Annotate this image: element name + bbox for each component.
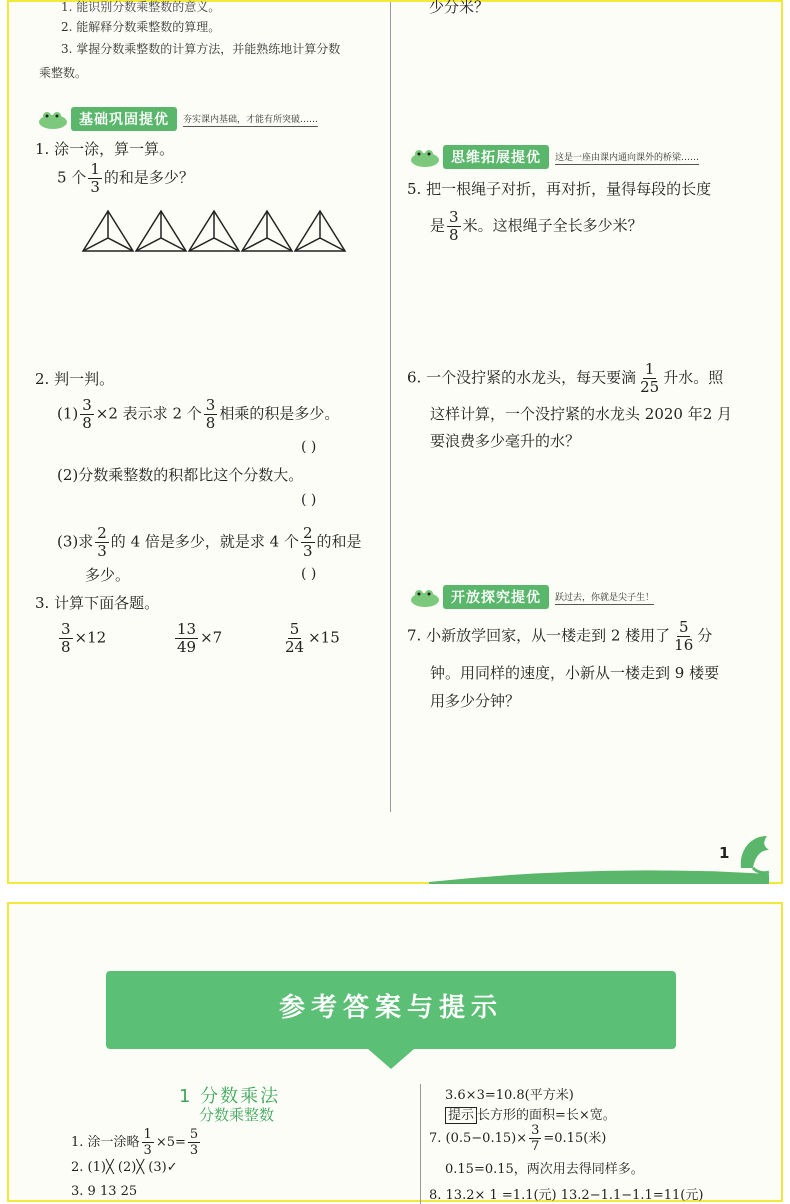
objective-2: 2. 能解释分数乘整数的算理。: [61, 20, 221, 34]
triangle-4: [242, 211, 292, 251]
question-7-line-3: 用多少分钟？: [430, 692, 521, 710]
section-banner-basic: [37, 108, 318, 130]
chapter-title: 1 分数乘法: [179, 1086, 281, 1107]
question-6-line-3: 要浪费多少毫升的水？: [430, 432, 581, 450]
column-divider: [390, 2, 391, 812]
objective-3-cont: 乘整数。: [39, 66, 88, 80]
section-subtitle-extend: 这是一座由课内通向课外的桥梁……: [555, 150, 699, 165]
answer-column-divider: [420, 1084, 421, 1204]
objective-1: 1. 能识别分数乘整数的意义。: [61, 0, 221, 14]
dolphin-icon: [733, 828, 779, 878]
answer-8-partial: 8. 13.2× 1 =1.1(元) 13.2−1.1−1.1=11(元): [429, 1188, 704, 1203]
section-banner-open: [409, 586, 654, 608]
fraction: $\frac{1}{3}$: [90, 160, 100, 196]
answer-1: 1. 涂一涂略 $\frac{1}{3}$ ×5= $\frac{5}{3}$: [71, 1127, 199, 1158]
question-3-label: 3. 计算下面各题。: [35, 594, 160, 612]
triangles-figure[interactable]: [81, 208, 351, 254]
question-6-line-1: 6. 一个没拧紧的水龙头，每天要滴 $\frac{1}{25}$ 升水。照: [407, 360, 724, 396]
section-title-extend: 思维拓展提优: [443, 145, 549, 169]
page-number: 1: [719, 844, 730, 862]
question-6-line-2: 这样计算，一个没拧紧的水龙头 2020 年2 月: [430, 405, 733, 423]
question-7-line-2: 钟。用同样的速度，小新从一楼走到 9 楼要: [430, 664, 720, 682]
question-2-statement-2: (2)分数乘整数的积都比这个分数大。: [57, 466, 304, 484]
calc-item-3: $\frac{5}{24}$ ×15: [285, 620, 340, 656]
answer-page: [7, 902, 783, 1202]
section-title-basic: 基础巩固提优: [71, 107, 177, 131]
question-2-statement-1: (1) $\frac{3}{8}$ ×2 表示求 2 个 $\frac{3}{8}$ 相乘的积是多少。: [57, 396, 340, 432]
question-7-line-1: 7. 小新放学回家，从一楼走到 2 楼用了 $\frac{5}{16}$ 分: [407, 618, 713, 654]
answer-paren-3[interactable]: ( ): [301, 566, 317, 582]
section-subtitle-open: 跃过去，你就是尖子生！: [555, 590, 654, 605]
section-subtitle-basic: 夯实课内基础，才能有所突破……: [183, 112, 318, 127]
answer-3-partial: 3. 9 13 25: [71, 1184, 138, 1199]
triangle-1: [83, 211, 133, 251]
answer-paren-2[interactable]: ( ): [301, 492, 317, 508]
workbook-page-1: [7, 0, 783, 884]
question-2-label: 2. 判一判。: [35, 370, 115, 388]
section-banner-extend: [409, 146, 699, 168]
question-5-line-1: 5. 把一根绳子对折，再对折，量得每段的长度: [407, 180, 712, 198]
answer-7-conclusion: 0.15=0.15，两次用去得同样多。: [445, 1162, 644, 1177]
question-1-text: 5 个 $\frac{1}{3}$ 的和是多少？: [57, 160, 194, 196]
question-1-label: 1. 涂一涂，算一算。: [35, 140, 175, 158]
question-2-statement-3: (3)求 $\frac{2}{3}$ 的 4 倍是多少，就是求 4 个 $\frac{2}{3}$ 的和是: [57, 524, 362, 560]
frog-mascot-icon: [37, 108, 71, 130]
triangle-3: [189, 211, 239, 251]
answer-banner-title: 参考答案与提示: [278, 993, 503, 1023]
section-title-open: 开放探究提优: [443, 585, 549, 609]
answer-hint: 提示 长方形的面积=长×宽。: [445, 1104, 616, 1123]
frog-mascot-icon: [409, 586, 443, 608]
answer-2: 2. (1)╳ (2)╳ (3)✓: [71, 1160, 178, 1175]
answer-area-line: 3.6×3=10.8(平方米): [445, 1088, 574, 1103]
frog-mascot-icon: [409, 146, 443, 168]
answer-7: 7. (0.5−0.15)× $\frac{3}{7}$ =0.15(米): [429, 1123, 607, 1154]
answer-paren-1[interactable]: ( ): [301, 439, 317, 455]
triangle-5: [295, 211, 345, 251]
section-title: 分数乘整数: [199, 1106, 275, 1124]
objective-3: 3. 掌握分数乘整数的计算方法，并能熟练地计算分数: [61, 42, 341, 56]
question-5-line-2: 是 $\frac{3}{8}$ 米。这根绳子全长多少米？: [430, 208, 643, 244]
top-right-fragment: 少分米？: [429, 0, 490, 16]
calc-item-2: $\frac{13}{49}$ ×7: [177, 620, 223, 656]
calc-item-1: $\frac{3}{8}$ ×12: [61, 620, 107, 656]
hint-tag: 提示: [445, 1107, 477, 1124]
question-2-statement-3-cont: 多少。: [85, 566, 131, 584]
triangle-2: [136, 211, 186, 251]
page-footer-wave: [429, 864, 769, 884]
